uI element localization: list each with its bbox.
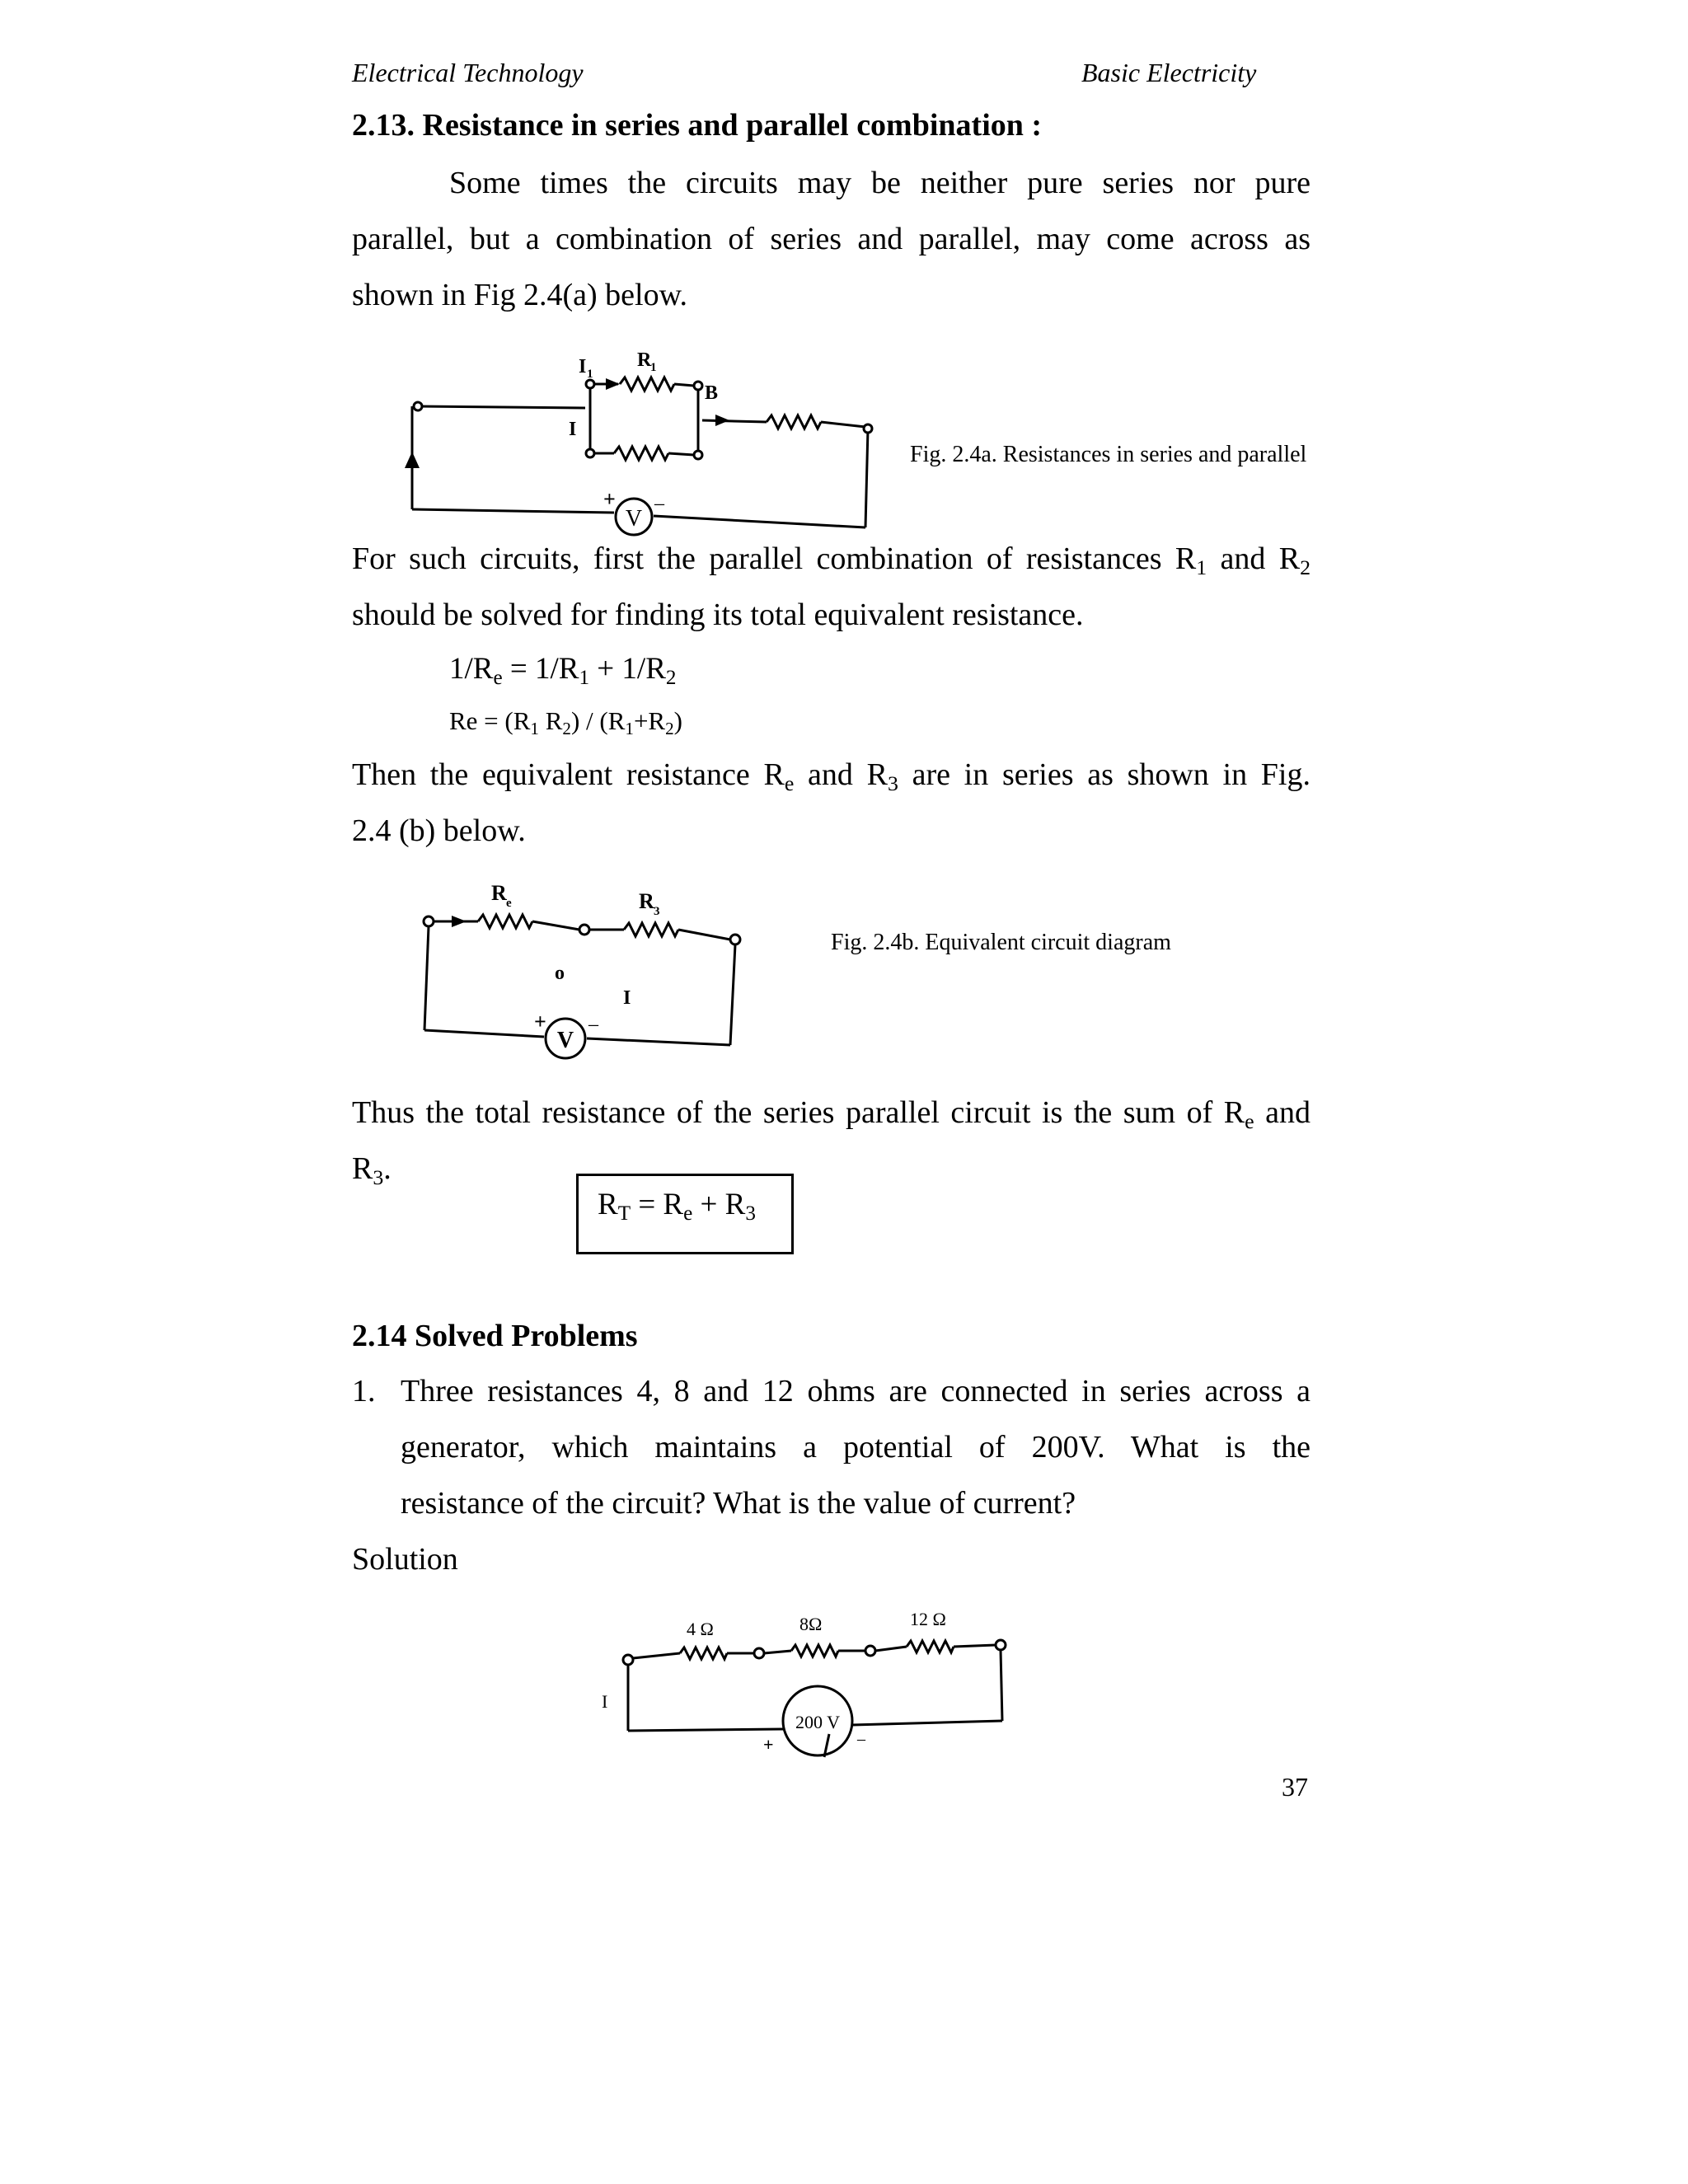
equation-re: $Re = (R_1$ $R_2) / (R_1+R_2)$ (449, 706, 682, 738)
page-number: 37 (1282, 1772, 1308, 1802)
problem-line-3: resistance of the circuit? What is the value of current? (401, 1486, 1076, 1521)
voltmeter-b-plus: + (534, 1010, 546, 1033)
section-214-title: 2.14 Solved Problems (352, 1319, 638, 1353)
formula-rt: $R_T = R_e + R_3$ (598, 1188, 756, 1226)
label-re-sub: e (506, 897, 512, 910)
para-total-line-1: Thus the total resistance of the series parallel circuit is the sum of $R_e$ and (352, 1095, 1311, 1134)
label-4-ohm: 4 Ω (687, 1619, 714, 1639)
label-12-ohm: 12 Ω (910, 1609, 946, 1629)
para-total-line-2: $R_3$. (352, 1151, 392, 1190)
node-c-1 (754, 1648, 764, 1658)
label-r1: R (637, 349, 652, 371)
label-i: I (569, 419, 577, 440)
wire-c-bottom-right (852, 1721, 1002, 1725)
label-i-b: I (623, 987, 631, 1009)
voltmeter-b-minus: – (588, 1014, 598, 1035)
label-r3: R (639, 889, 654, 913)
source-label: 200 V (795, 1712, 840, 1732)
fig-2-4a-caption: Fig. 2.4a. Resistances in series and parallel (910, 442, 1307, 467)
para-parallel-line-2: should be solved for finding its total equivalent resistance. (352, 598, 1084, 632)
resistor-4-ohm (680, 1647, 727, 1659)
label-i-c: I (602, 1691, 608, 1712)
header-left: Electrical Technology (352, 58, 584, 87)
problem-line-1: Three resistances 4, 8 and 12 ohms are connected in series across a (401, 1374, 1311, 1408)
label-b: B (705, 382, 719, 404)
label-r1-sub: 1 (650, 361, 657, 374)
source-minus: – (857, 1730, 865, 1748)
wire-c-bottom-left (628, 1729, 783, 1731)
fig-2-4b-caption: Fig. 2.4b. Equivalent circuit diagram (831, 930, 1171, 955)
wire-c-top-6 (954, 1645, 996, 1647)
para-parallel-line-1: For such circuits, first the parallel combination of resistances $R_1$ and $R_2$ (352, 541, 1311, 580)
voltmeter-a-minus: – (654, 493, 664, 514)
problem-line-2: generator, which maintains a potential of 200V. What is the (401, 1430, 1311, 1465)
intro-line-1: Some times the circuits may be neither pure series nor pure (449, 166, 1311, 200)
resistor-8-ohm (791, 1645, 838, 1657)
intro-line-2: parallel, but a combination of series and parallel, may come across as (352, 222, 1311, 256)
wire-c-top-5 (875, 1647, 907, 1651)
terminal-c-right (996, 1640, 1006, 1650)
equation-reciprocal: $1/R_e = 1/R_1 + 1/R_2$ (449, 652, 677, 690)
label-i1-sub: 1 (587, 368, 593, 381)
voltmeter-b-label: V (556, 1028, 574, 1053)
header-right: Basic Electricity (1081, 58, 1257, 87)
label-re: R (491, 881, 507, 905)
source-plus: + (763, 1734, 774, 1755)
label-r3-sub: 3 (654, 905, 660, 918)
solution-label: Solution (352, 1542, 458, 1577)
wire-c-top-3 (764, 1651, 791, 1653)
label-o: o (555, 963, 565, 984)
resistor-12-ohm (907, 1641, 954, 1652)
voltmeter-a-label: V (625, 506, 643, 532)
problem-number: 1. (352, 1374, 376, 1408)
wire-c-top-1 (633, 1653, 680, 1658)
para-series-line-2: 2.4 (b) below. (352, 813, 526, 848)
para-series-line-1: Then the equivalent resistance $R_e$ and $R_3$ are in series as shown in Fig. (352, 757, 1311, 796)
label-i1: I (579, 356, 587, 377)
node-c-2 (865, 1646, 875, 1656)
intro-line-3: shown in Fig 2.4(a) below. (352, 278, 688, 312)
label-8-ohm: 8Ω (799, 1614, 823, 1634)
terminal-c-left (623, 1655, 633, 1665)
wire-c-right (1001, 1650, 1002, 1721)
section-213-title: 2.13. Resistance in series and parallel combination : (352, 108, 1043, 143)
voltmeter-a-plus: + (603, 487, 616, 511)
